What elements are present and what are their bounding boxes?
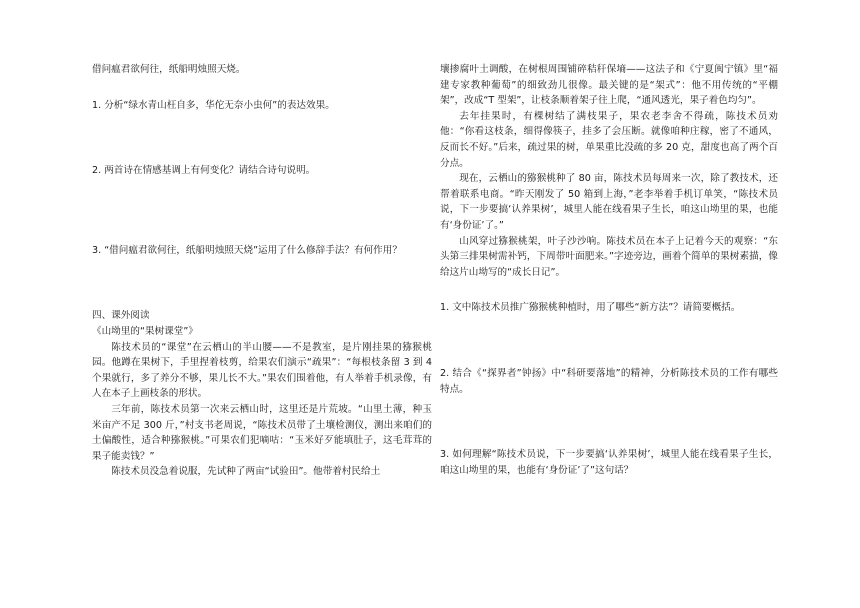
reading-question-3: 3. 如何理解“陈技术员说，下一步要搞‘认养果树’，城里人能在线看果子生长，咱这山坳里的果，也能有‘身份证’了”这句话？: [440, 449, 778, 476]
left-column: [92, 62, 432, 480]
reading-question-1: 1. 文中陈技术员推广猕猴桃种植时，用了哪些“新方法”？请简要概括。: [440, 302, 741, 314]
article-title: 《山坳里的“果树课堂”》: [92, 325, 198, 337]
poem-line: 借问瘟君欲何往，纸船明烛照天烧。: [92, 64, 246, 75]
article-paragraph-3: 陈技术员没急着说服，先试种了两亩“试验田”。他带着村民给土: [111, 466, 381, 478]
article-paragraph-2: 三年前，陈技术员第一次来云栖山时，这里还是片荒坡。“山里土薄，种玉米亩产不足 300 斤，”村支书老周说，“陈技术员带了土壤检测仪，测出来咱们的土偏酸性，适合种猕猴桃。”可果农们犯嘀咕：“玉米好歹能填肚子，这毛茸茸的果子能卖钱？”: [92, 403, 432, 462]
section-heading: 四、课外阅读: [92, 310, 150, 322]
question-3: 3. “借问瘟君欲何往，纸船明烛照天烧”运用了什么修辞手法？有何作用？: [92, 244, 402, 256]
article-paragraph-3-continued: 壤掺腐叶土调酸，在树根周围铺碎秸秆保墒——这法子和《宁夏闽宁镇》里“福建专家教种葡萄”的细致劲儿很像。最关键的是“架式”：他不用传统的“平棚架”，改成“T 型架”，让枝条顺着架子往上爬，“通风透光，果子着色均匀”。: [440, 64, 778, 107]
article-paragraph-1: 陈技术员的“课堂”在云栖山的半山腰——不是教室，是片刚挂果的猕猴桃园。他蹲在果树下，手里捏着枝剪，给果农们演示“疏果”：“每根枝条留 3 到 4 个果就行，多了养分不够，果儿长不大。”果农们围着他，有人举着手机录像，有人在本子上画枝条的形状。: [92, 341, 432, 400]
question-2: 2. 两首诗在情感基调上有何变化？请结合诗句说明。: [92, 165, 316, 177]
article-paragraph-4: 去年挂果时，有棵树结了满枝果子，果农老李舍不得疏，陈技术员劝他：“你看这枝条，细得像筷子，挂多了会压断。就像咱种庄稼，密了不通风，反而长不好。”后来，疏过果的树，单果重比没疏的多 20 克，甜度也高了两个百分点。: [440, 110, 778, 169]
article-paragraph-6: 山风穿过猕猴桃架，叶子沙沙响。陈技术员在本子上记着今天的观察：“东头第三排果树需补钙，下周带叶面肥来。”字迹旁边，画着个简单的果树素描，像给这片山坳写的“成长日记”。: [440, 235, 778, 278]
right-column: [440, 62, 778, 478]
article-paragraph-5: 现在，云栖山的猕猴桃种了 80 亩，陈技术员每周来一次，除了教技术，还帮着联系电商。“昨天刚发了 50 箱到上海，”老李举着手机订单笑，“陈技术员说，下一步要搞‘认养果树’，城里人能在线看果子生长，咱这山坳里的果，也能有‘身份证’了。”: [440, 173, 778, 231]
question-1: 1. 分析“绿水青山枉自多，华佗无奈小虫何”的表达效果。: [92, 99, 335, 111]
reading-question-2: 2. 结合《“探界者”钟扬》中“科研要落地”的精神，分析陈技术员的工作有哪些特点。: [440, 367, 778, 395]
